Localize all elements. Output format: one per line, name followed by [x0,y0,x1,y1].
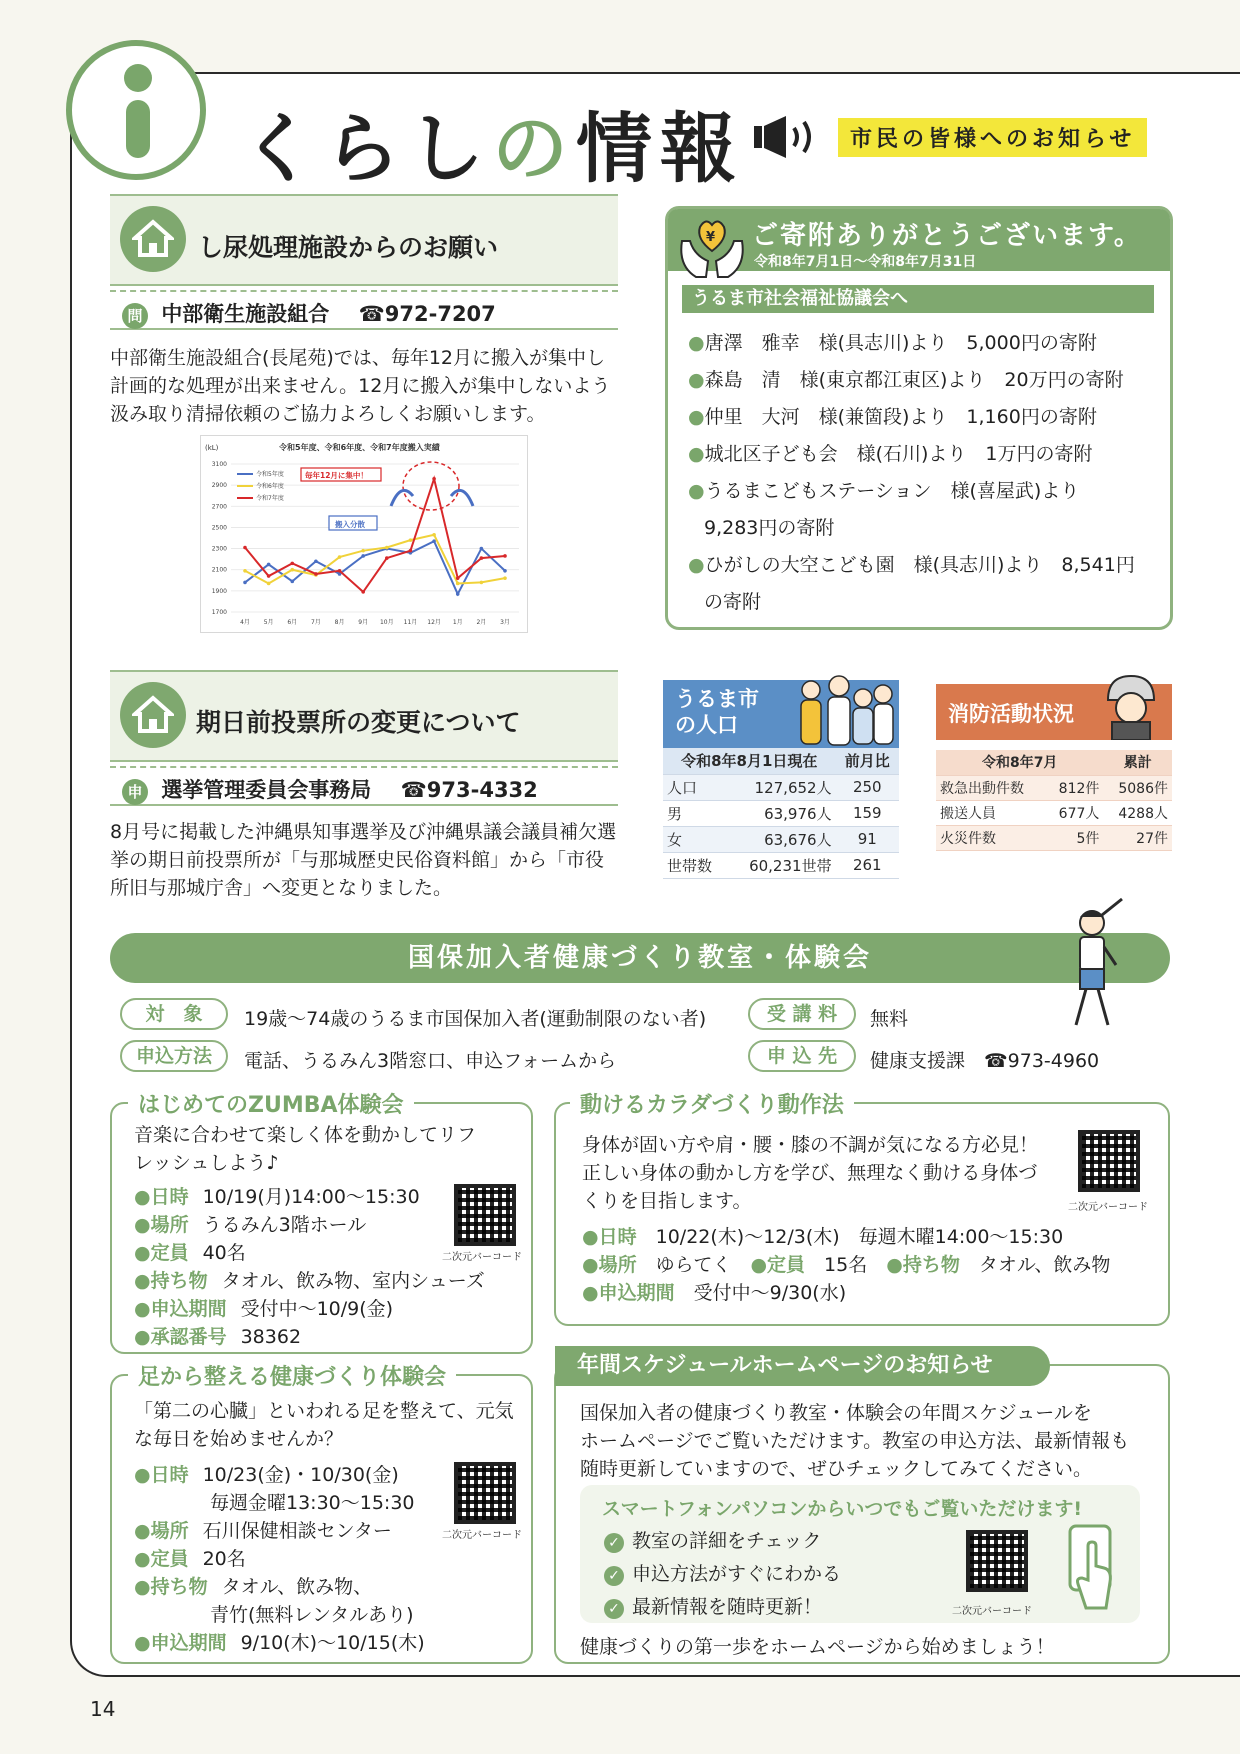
donation-title: ご寄附ありがとうございます。 [752,221,1142,251]
legend-label: 令和5年度 [256,471,284,478]
ashi-title: 足から整える健康づくり体験会 [128,1360,456,1391]
karada-date: ●日時 10/22(木)～12/3(木) 毎週木曜14:00～15:30 [582,1226,1064,1248]
data-point [267,582,271,586]
x-tick-label: 8月 [334,619,345,626]
chart-title: 令和5年度、令和6年度、令和7年度搬入実績 [279,443,440,452]
data-point [503,554,507,558]
y-tick-label: 1900 [211,587,227,595]
check-icon: ✓ [604,1566,624,1586]
line-chart [201,436,529,634]
callout-text-2: 搬入分散 [335,520,365,529]
table-cell: 159 [836,800,899,826]
table-cell: 4288人 [1103,800,1172,825]
page-number: 14 [90,1697,116,1721]
stretching-person-illustration [1050,895,1134,1035]
donation-period: 令和8年7月1日～令和8年7月31日 [754,254,977,270]
contact-org: 中部衛生施設組合 [161,302,330,326]
data-point [480,547,484,551]
donation-text: うるまこどもステーション 様(喜屋武)より [704,480,1080,502]
population-title: うるま市 の人口 [675,687,759,737]
kenko-banner: 国保加入者健康づくり教室・体験会 [110,933,1170,983]
data-point [480,581,484,585]
ashi-detail-line: ●定員 20名 [134,1548,246,1570]
table-cell: 63,676人 [727,826,836,852]
section-title: 期日前投票所の変更について [196,708,521,737]
x-tick-label: 7月 [310,619,321,626]
table-cell: 救急出動件数 [936,775,1045,800]
data-point [361,549,365,553]
check-item: ✓ 最新情報を随時更新！ [604,1592,822,1619]
table-cell: 63,976人 [727,800,836,826]
page-title: くらしの情報 [240,104,744,193]
data-point [409,549,413,553]
table-cell: 250 [836,774,899,800]
table-cell: 火災件数 [936,825,1045,850]
y-tick-label: 2100 [211,566,227,574]
zumba-detail-line: ●申込期間 受付中～10/9(金) [134,1298,394,1320]
x-tick-label: 4月 [240,619,250,626]
karada-title: 動けるカラダづくり動作法 [570,1088,854,1119]
bullet: ● [688,406,705,428]
smartphone-tap-icon [1066,1522,1122,1618]
table-header: 令和8年8月1日現在 [663,748,836,774]
donation-text: 9,283円の寄附 [704,517,835,539]
zumba-detail-line: ●承認番号 38362 [134,1326,302,1348]
data-point [385,556,389,560]
x-tick-label: 6月 [287,619,298,626]
data-point [338,555,342,559]
y-tick-label: 2900 [211,482,227,490]
x-tick-label: 10月 [379,619,394,626]
y-tick-label: 3100 [211,461,227,468]
contact-org: 選挙管理委員会事務局 [161,778,372,802]
ashi-detail-line: ●申込期間 9/10(木)～10/15(木) [134,1632,425,1654]
zumba-detail-line: ●場所 うるみん3階ホール [134,1214,367,1236]
donation-item [688,510,1158,547]
x-tick-label: 5月 [263,619,274,626]
smart-title: スマートフォンパソコンからいつでもご覧いただけます! [602,1498,1083,1520]
data-point [290,568,294,572]
population-table [663,748,899,879]
ashi-detail-line: 青竹(無料レンタルあり) [210,1604,414,1626]
donation-list [688,325,1158,621]
zumba-desc: 音楽に合わせて楽しく体を動かしてリフ [134,1124,477,1146]
population-header [663,680,899,748]
table-cell: 27件 [1103,825,1172,850]
data-point [409,538,413,542]
callout-text: 毎年12月に集中！ [305,471,368,480]
ashi-detail-line: ●持ち物 タオル、飲み物、 [134,1576,373,1598]
data-point [243,546,247,550]
table-cell: 91 [836,826,899,852]
qr-caption: 二次元バーコード [442,1530,522,1541]
data-point [456,576,460,580]
donation-text: 唐澤 雅幸 様(具志川)より 5,000円の寄附 [704,332,1097,354]
bullet: ● [688,480,705,502]
schedule-title: 年間スケジュールホームページのお知らせ [555,1346,1050,1386]
table-cell: 人口 [663,774,727,800]
bullet: ● [688,443,705,465]
qr-caption: 二次元バーコード [442,1252,522,1263]
donation-text: ひがしの大空こども園 様(具志川)より 8,541円 [704,554,1135,576]
y-tick-label: 1700 [211,609,227,616]
section-body: 8月号に掲載した沖縄県知事選挙及び沖縄県議会議員補欠選挙の期日前投票所が「与那城歴史民俗資料館」から「市役所旧与那城庁舎」へ変更となりました。 [110,821,617,899]
bullet: ● [688,369,705,391]
donation-item [688,362,1158,399]
ashi-detail-line: 毎週金曜13:30～15:30 [210,1492,415,1514]
table-row [936,800,1172,825]
chart-unit: (kL) [205,444,219,452]
zumba-title: はじめてのZUMBA体験会 [128,1088,414,1119]
karada-desc: 身体が固い方や肩・腰・膝の不調が気になる方必見！ [582,1134,1039,1156]
x-tick-label: 1月 [452,619,463,626]
check-item: ✓ 教室の詳細をチェック [604,1526,821,1553]
y-tick-label: 2500 [211,524,227,532]
destination-value: 健康支援課 ☎973-4960 [870,1050,1100,1072]
qr-code[interactable] [454,1462,516,1524]
qr-code[interactable] [966,1530,1028,1592]
table-cell: 男 [663,800,727,826]
data-point [456,592,460,596]
zumba-detail-line: ●定員 40名 [134,1242,246,1264]
donation-text: 森島 清 様(東京都江東区)より 20万円の寄附 [704,369,1124,391]
data-point [361,554,365,558]
qr-code[interactable] [1078,1130,1140,1192]
donation-header [668,209,1170,271]
donation-item [688,436,1158,473]
table-cell: 677人 [1045,800,1103,825]
legend-label: 令和6年度 [256,483,284,490]
karada-period: ●申込期間 受付中～9/30(水) [582,1282,847,1304]
table-cell: 女 [663,826,727,852]
data-point [361,590,365,594]
table-cell: 261 [836,852,899,878]
data-point [290,562,294,566]
donation-item [688,473,1158,510]
contact-row [110,766,618,806]
data-point [503,569,507,573]
qr-caption: 二次元バーコード [1068,1202,1148,1213]
fire-table [936,750,1172,851]
data-point [290,580,294,584]
ashi-desc: 「第二の心臓」といわれる足を整えて、元気 [134,1400,514,1422]
check-icon: ✓ [604,1599,624,1619]
bullet: ● [688,554,705,576]
schedule-desc: ホームページでご覧いただけます。教室の申込方法、最新情報も [580,1430,1130,1452]
method-value: 電話、うるみん3階窓口、申込フォームから [244,1050,617,1072]
megaphone-icon [752,112,822,162]
fire-title: 消防活動状況 [948,702,1074,726]
fire-header [936,684,1172,740]
data-point [243,569,247,573]
label-fee: 受 講 料 [748,998,856,1030]
ashi-desc: な毎日を始めませんか？ [134,1428,344,1450]
label-destination: 申 込 先 [748,1040,856,1072]
table-row [663,852,899,878]
data-point [456,582,460,586]
legend-label: 令和7年度 [256,495,284,502]
firefighter-illustration [1096,670,1166,740]
table-cell: 搬送人員 [936,800,1045,825]
arrow-right [451,490,473,506]
table-cell: 5件 [1045,825,1103,850]
table-row [936,825,1172,850]
donation-text: 城北区子ども会 様(石川)より 1万円の寄附 [704,443,1093,465]
family-illustration [789,672,897,748]
data-point [432,533,436,537]
section-title: し尿処理施設からのお願い [198,233,499,262]
table-row [663,800,899,826]
x-tick-label: 12月 [427,619,441,626]
table-cell: 812件 [1045,775,1103,800]
karada-desc: くりを目指します。 [582,1190,752,1212]
info-icon [66,40,206,180]
arrow-left [391,490,413,506]
donation-item [688,547,1158,584]
target-value: 19歳～74歳のうるま市国保加入者(運動制限のない者) [244,1008,707,1030]
x-tick-label: 3月 [500,619,510,626]
zumba-detail-line: ●持ち物 タオル、飲み物、室内シューズ [134,1270,485,1292]
check-item: ✓ 申込方法がすぐにわかる [604,1559,841,1586]
data-point [480,556,484,560]
x-tick-label: 2月 [476,619,487,626]
data-point [385,546,389,550]
svg-text:¥: ¥ [706,230,716,245]
notice-tag: 市民の皆様へのお知らせ [838,118,1147,157]
label-method: 申込方法 [120,1040,228,1072]
donation-hands-icon [674,211,750,281]
data-point [338,569,342,573]
zumba-detail-line: ●日時 10/19(月)14:00～15:30 [134,1186,420,1208]
data-point [432,539,436,543]
x-tick-label: 9月 [358,619,369,626]
schedule-footer: 健康づくりの第一歩をホームページから始めましょう！ [580,1636,1055,1658]
x-tick-label: 11月 [403,619,418,626]
contact-tel: ☎973-4332 [400,778,538,802]
table-cell: 世帯数 [663,852,727,878]
apply-badge: 申 [122,779,148,805]
section-body: 中部衛生施設組合(長尾苑)では、毎年12月に搬入が集中し計画的な処理が出来ません。12月に搬入が集中しないよう汲み取り清掃依頼のご協力よろしくお願いします。 [110,347,611,425]
ashi-detail-line: ●場所 石川保健相談センター [134,1520,392,1542]
table-header: 累計 [1103,750,1172,775]
data-point [432,477,436,481]
ashi-detail-line: ●日時 10/23(金)・10/30(金) [134,1464,399,1486]
qr-caption: 二次元バーコード [952,1606,1032,1617]
donation-item [688,584,1158,621]
donation-text: 仲里 大河 様(兼箇段)より 1,160円の寄附 [704,406,1097,428]
table-header: 前月比 [836,748,899,774]
karada-place: ●場所 ゆらてく ●定員 15名 ●持ち物 タオル、飲み物 [582,1254,1111,1276]
schedule-desc: 随時更新していますので、ぜひチェックしてみてください。 [580,1458,1093,1480]
donation-item [688,325,1158,362]
donation-subhead: うるま市社会福祉協議会へ [682,285,1154,313]
chart-container [200,435,528,633]
qr-code[interactable] [454,1184,516,1246]
bullet: ● [688,332,705,354]
karada-desc: 正しい身体の動かし方を学び、無理なく動ける身体づ [582,1162,1038,1184]
data-point [503,576,507,580]
data-point [314,559,318,563]
table-cell: 127,652人 [727,774,836,800]
table-row [663,774,899,800]
y-tick-label: 2700 [211,503,227,511]
data-point [314,572,318,576]
table-row [936,775,1172,800]
y-tick-label: 2300 [211,545,227,553]
data-point [243,581,247,585]
data-point [267,563,271,567]
donation-box [665,206,1173,630]
inquiry-badge: 問 [122,303,148,329]
donation-text: の寄附 [704,591,762,613]
contact-row [110,290,618,330]
table-row [663,826,899,852]
house-icon [120,682,186,748]
check-icon: ✓ [604,1533,624,1553]
schedule-desc: 国保加入者の健康づくり教室・体験会の年間スケジュールを [580,1402,1092,1424]
table-cell: 5086件 [1103,775,1172,800]
house-icon [120,206,186,272]
donation-item [688,399,1158,436]
contact-tel: ☎972-7207 [358,302,496,326]
fee-value: 無料 [870,1008,909,1030]
zumba-desc: レッシュしよう♪ [134,1152,279,1174]
table-header: 令和8年7月 [936,750,1103,775]
label-target: 対 象 [120,998,228,1030]
data-point [267,574,271,578]
table-cell: 60,231世帯 [727,852,836,878]
